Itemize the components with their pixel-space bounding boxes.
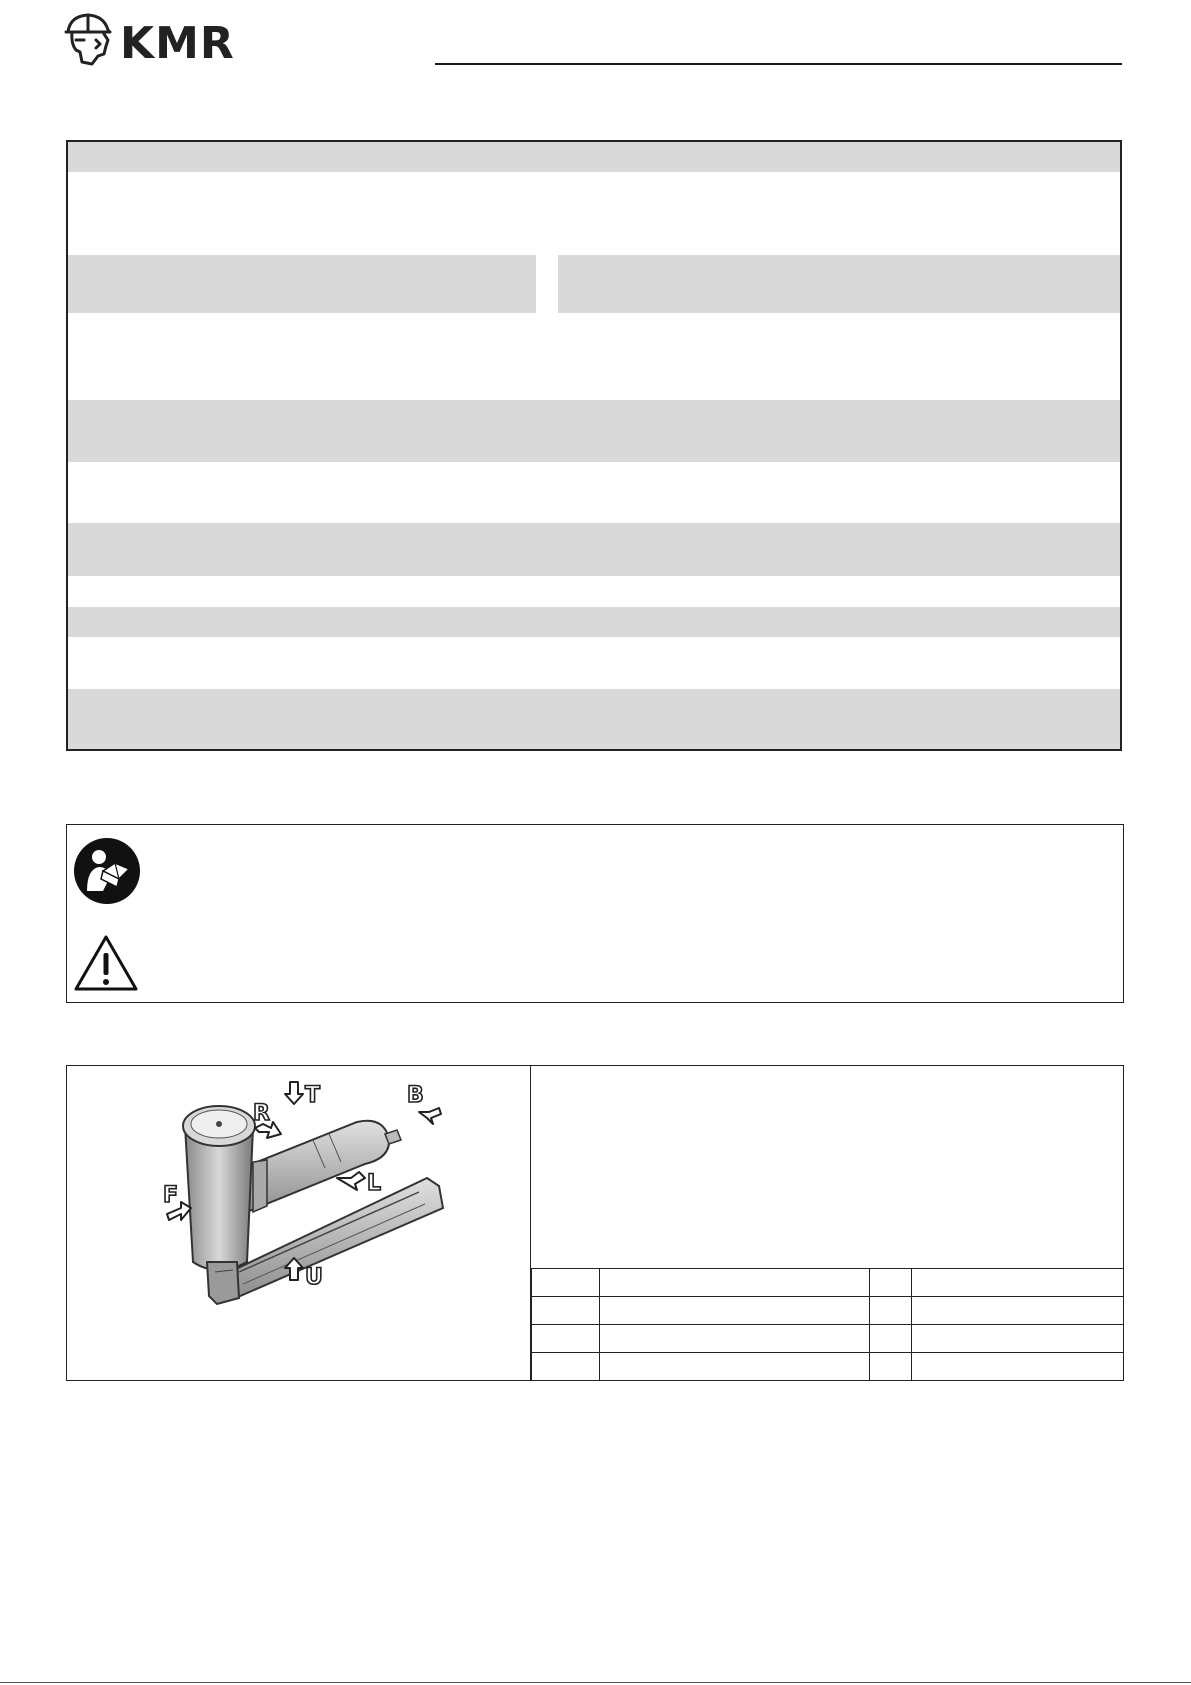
- label-right: R: [253, 1101, 270, 1126]
- label-back: B: [407, 1083, 424, 1108]
- tool-overview-box: [66, 1065, 1124, 1381]
- spec-band-right: [558, 255, 1120, 313]
- table-row: [532, 1325, 1124, 1353]
- label-under: U: [305, 1265, 323, 1290]
- spec-grid: [531, 1268, 1124, 1380]
- grid-cell: [912, 1269, 1124, 1297]
- grid-cell: [600, 1353, 870, 1381]
- spec-band-title: [68, 142, 1120, 172]
- spec-band-4: [68, 523, 1120, 576]
- header-rule: [435, 63, 1122, 65]
- company-logo: [62, 10, 252, 70]
- spec-band-left: [68, 255, 536, 313]
- grid-cell: [870, 1269, 912, 1297]
- grid-cell: [870, 1297, 912, 1325]
- table-row: [532, 1269, 1124, 1297]
- read-manual-icon: [73, 837, 141, 905]
- label-front: F: [163, 1183, 179, 1208]
- grid-cell: [532, 1325, 600, 1353]
- grid-cell: [912, 1297, 1124, 1325]
- nailer-illustration: [67, 1066, 531, 1380]
- specification-frame: [66, 140, 1122, 751]
- logo-text: KMR: [120, 18, 235, 69]
- table-row: [532, 1353, 1124, 1381]
- grid-cell: [600, 1297, 870, 1325]
- spec-band-6: [68, 689, 1120, 749]
- warning-triangle-icon: [73, 933, 139, 993]
- spec-band-3: [68, 400, 1120, 462]
- grid-cell: [532, 1353, 600, 1381]
- grid-cell: [870, 1325, 912, 1353]
- grid-cell: [532, 1297, 600, 1325]
- label-top: T: [305, 1083, 321, 1108]
- grid-cell: [600, 1269, 870, 1297]
- table-row: [532, 1297, 1124, 1325]
- grid-cell: [532, 1269, 600, 1297]
- grid-cell: [600, 1325, 870, 1353]
- grid-cell: [912, 1353, 1124, 1381]
- grid-cell: [912, 1325, 1124, 1353]
- spec-band-5: [68, 607, 1120, 637]
- grid-cell: [870, 1353, 912, 1381]
- safety-notice-box: [66, 824, 1124, 1003]
- footer-rule: [0, 1682, 1191, 1683]
- label-left: L: [367, 1171, 382, 1196]
